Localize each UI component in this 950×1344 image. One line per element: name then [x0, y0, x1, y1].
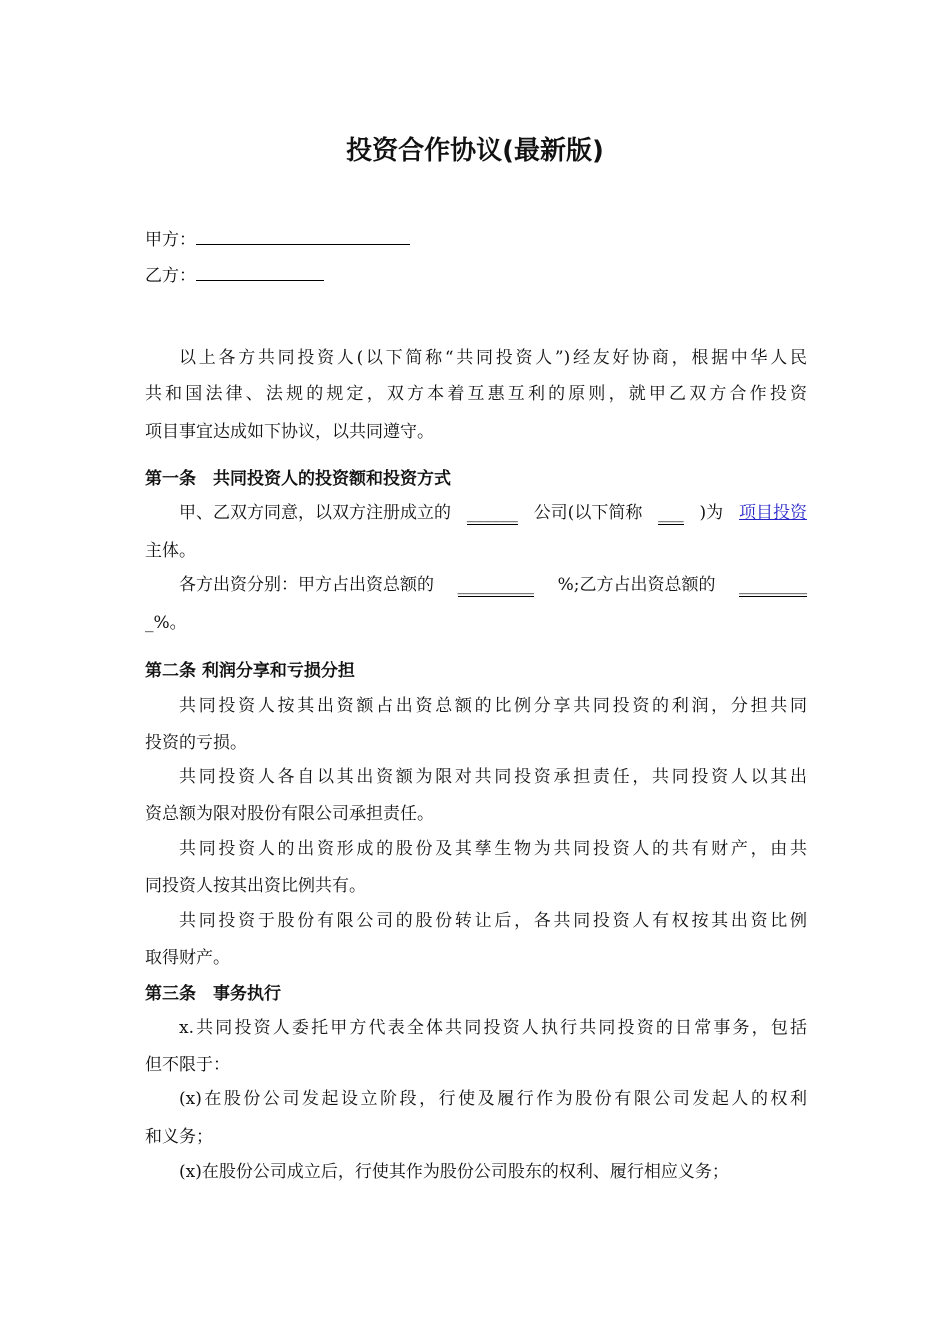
- article3-p2-line2: 和义务；: [145, 1127, 213, 1147]
- article1-p1-text2: 公司(以下简称: [533, 503, 643, 523]
- article2-p3-line2: 同投资人按其出资比例共有。: [145, 876, 366, 896]
- article2-p2-line1: 共同投资人各自以其出资额为限对共同投资承担责任，共同投资人以其出: [179, 767, 807, 787]
- article1-p1-line1: [179, 502, 807, 525]
- article1-p2-text2: %;乙方占出资总额的: [557, 575, 716, 595]
- article3-p3-line1: (x)在股份公司成立后，行使其作为股份公司股东的权利、履行相应义务；: [179, 1162, 729, 1182]
- article2-p4-line1: 共同投资于股份有限公司的股份转让后，各共同投资人有权按其出资比例: [179, 911, 807, 931]
- article3-heading: 第三条 事务执行: [145, 984, 281, 1004]
- article3-p1-line2: 但不限于：: [145, 1055, 230, 1075]
- article3-p2-line1: (x)在股份公司发起设立阶段，行使及履行作为股份有限公司发起人的权利: [179, 1089, 807, 1109]
- article2-p2-line2: 资总额为限对股份有限公司承担责任。: [145, 804, 434, 824]
- intro-line-3: 项目事宜达成如下协议，以共同遵守。: [145, 422, 434, 442]
- party-a-share-blank: _________: [457, 575, 535, 595]
- project-investment-link[interactable]: 项目投资: [739, 503, 807, 523]
- article1-shortname-blank: ___: [658, 503, 684, 523]
- article3-p1-line1: x.共同投资人委托甲方代表全体共同投资人执行共同投资的日常事务，包括: [179, 1018, 807, 1038]
- article2-p1-line1: 共同投资人按其出资额占出资总额的比例分享共同投资的利润，分担共同: [179, 696, 807, 716]
- article1-p1-text1: 甲、乙双方同意，以双方注册成立的: [179, 503, 451, 523]
- article1-p1-line2: 主体。: [145, 541, 196, 561]
- article1-heading: 第一条 共同投资人的投资额和投资方式: [145, 469, 451, 489]
- article2-p3-line1: 共同投资人的出资形成的股份及其孳生物为共同投资人的共有财产，由共: [179, 839, 807, 859]
- article2-p4-line2: 取得财产。: [145, 948, 230, 968]
- party-b-label: 乙方：: [145, 266, 196, 286]
- intro-line-1: 以上各方共同投资人(以下简称“共同投资人”)经友好协商，根据中华人民: [179, 348, 807, 368]
- intro-line-2: 共和国法律、法规的规定，双方本着互惠互利的原则，就甲乙双方合作投资: [145, 384, 807, 404]
- article2-p1-line2: 投资的亏损。: [145, 733, 247, 753]
- article1-p2-line2: _%。: [145, 613, 187, 633]
- article2-heading: 第二条 利润分享和亏损分担: [145, 661, 355, 681]
- article1-company-blank: ______: [466, 503, 518, 523]
- party-a-line: [145, 228, 410, 251]
- party-a-label: 甲方：: [145, 230, 196, 250]
- article1-p2-text1: 各方出资分别：甲方占出资总额的: [179, 575, 434, 595]
- party-b-line: [145, 264, 324, 287]
- article1-p1-text3: )为: [699, 503, 724, 523]
- document-title: 投资合作协议(最新版): [346, 136, 604, 166]
- article1-p2-line1: [179, 574, 807, 597]
- party-b-share-blank: ________: [738, 575, 807, 595]
- party-a-blank: [196, 228, 410, 245]
- party-b-blank: [196, 264, 324, 281]
